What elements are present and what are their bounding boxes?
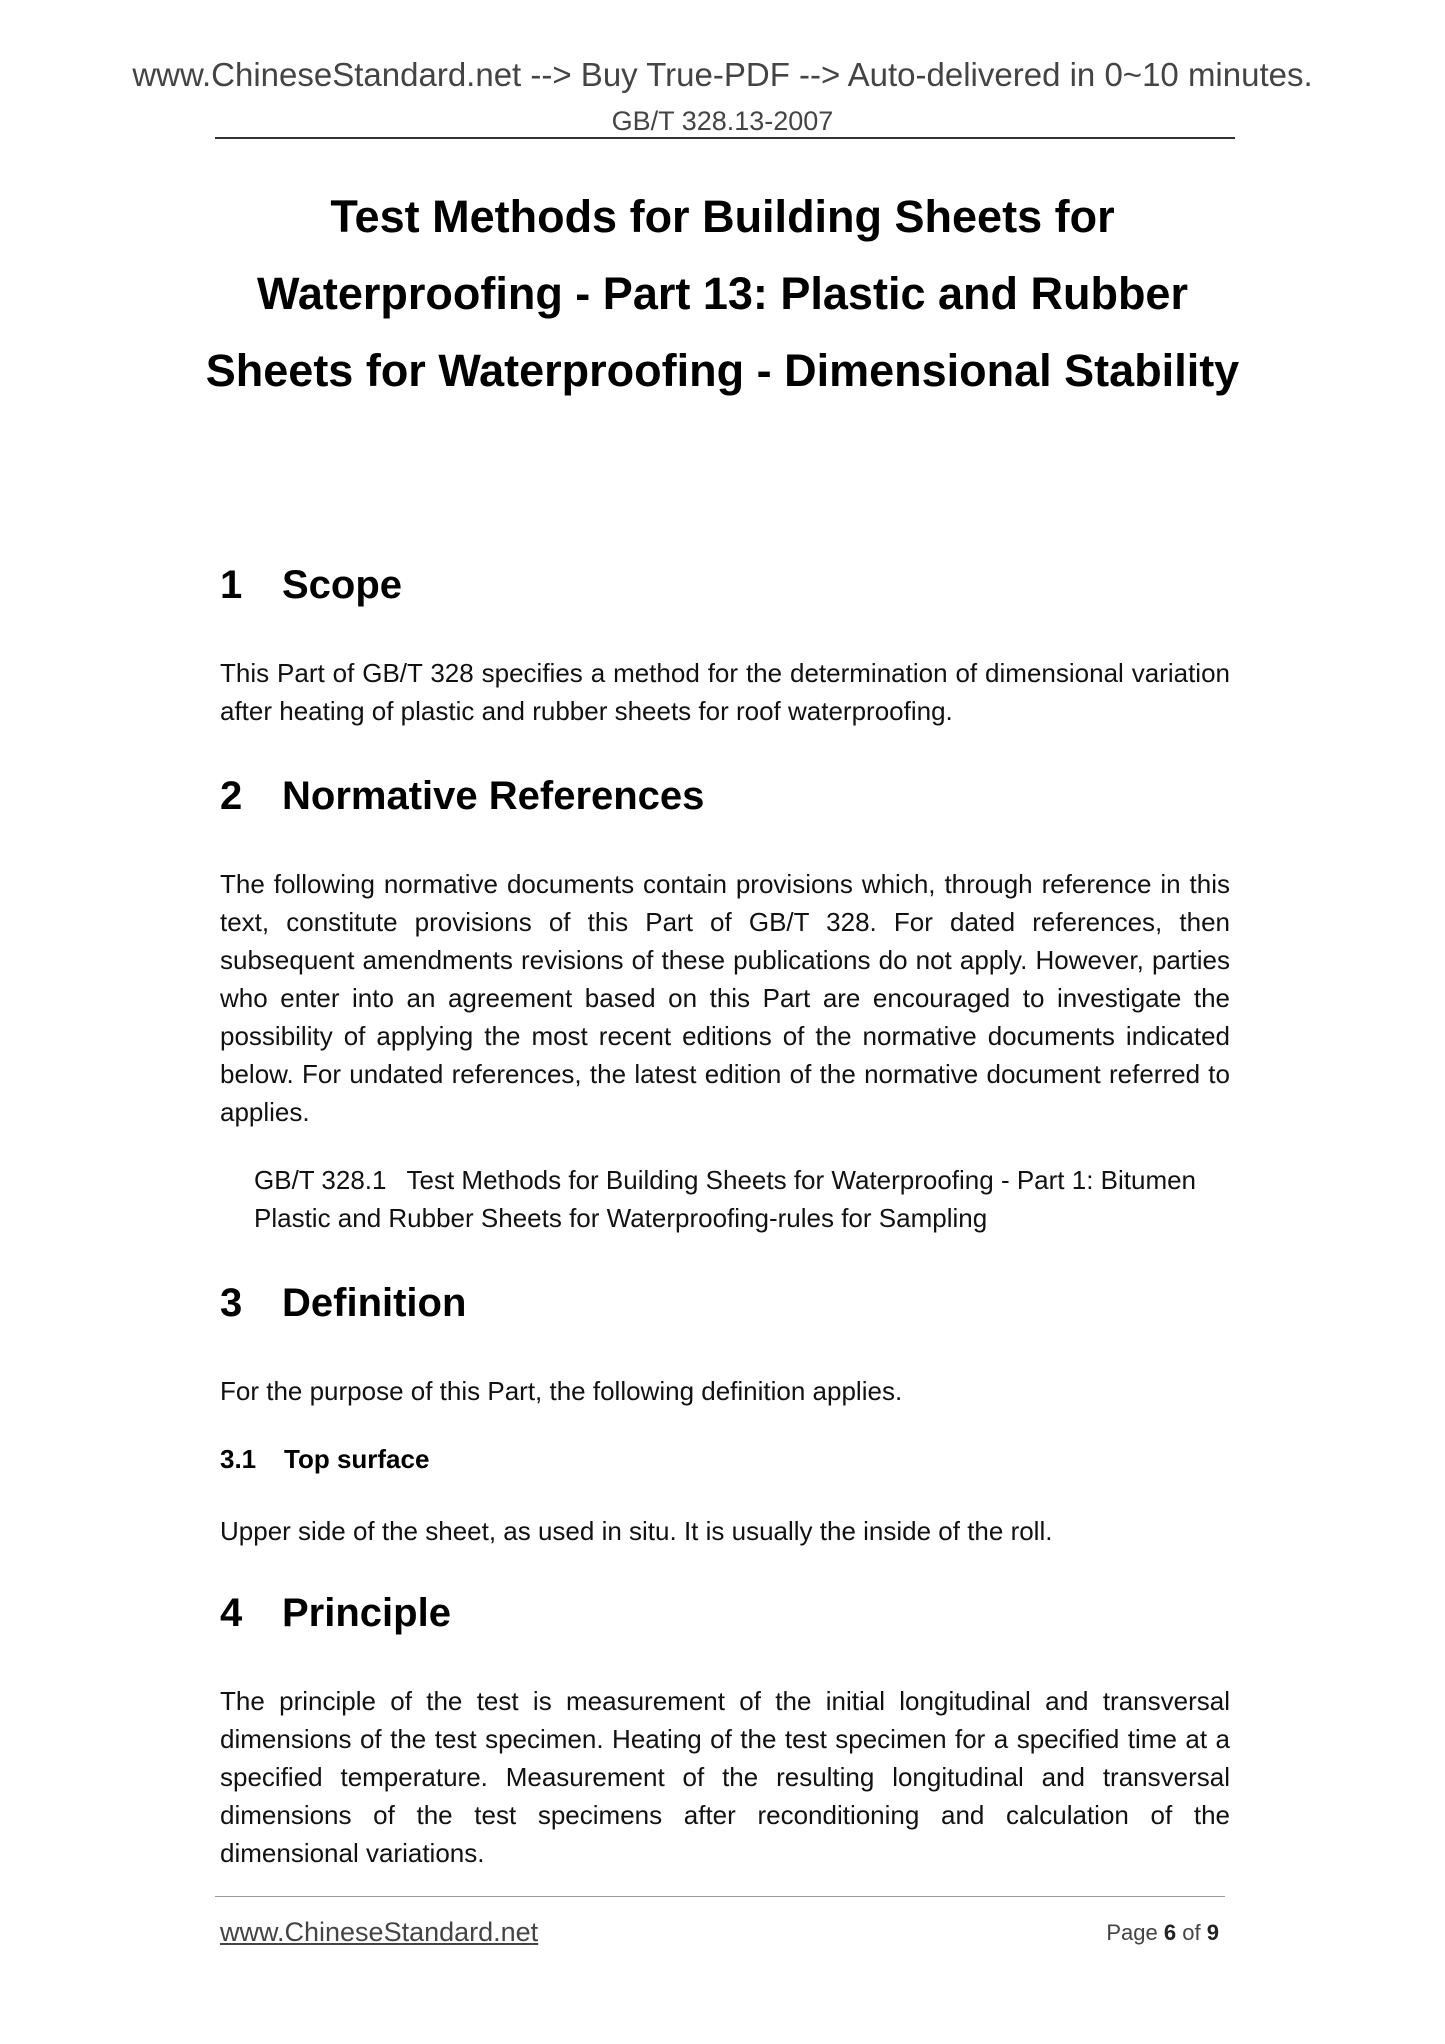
subsection-title: Top surface xyxy=(284,1444,430,1474)
section-heading-scope xyxy=(220,563,402,608)
section-number: 3 xyxy=(220,1281,243,1325)
section-heading-normative-references xyxy=(220,774,704,819)
section-title: Principle xyxy=(282,1591,451,1635)
section-title: Normative References xyxy=(282,774,705,818)
title-line-2: Waterproofing - Part 13: Plastic and Rubber xyxy=(257,268,1188,319)
normative-paragraph: The following normative documents contain provisions which, through reference in this text, constitute provisions of this Part of GB/T 328. For dated references, then subsequent amendments revisions of these publications do not apply. However, parties who enter into an agreement based on this Part are encouraged to investigate the possibility of applying the most recent editions of the normative documents indicated below. For undated references, the latest edition of the normative document referred to applies. xyxy=(220,869,1230,1127)
principle-paragraph: The principle of the test is measurement of the initial longitudinal and transversal dimensions of the test specimen. Heating of the test specimen for a specified time at a specified temperature. Measurement of the resulting longitudinal and transversal dimensions of the test specimens after reconditioning and calculation of the dimensional variations. xyxy=(220,1686,1230,1868)
top-banner: www.ChineseStandard.net --> Buy True-PDF --> Auto-delivered in 0~10 minutes. xyxy=(132,56,1313,93)
title-line-1: Test Methods for Building Sheets for xyxy=(330,191,1115,242)
document-code: GB/T 328.13-2007 xyxy=(611,106,834,136)
section-title: Scope xyxy=(282,563,403,607)
header-rule xyxy=(215,137,1235,139)
page-current: 6 xyxy=(1163,1920,1177,1945)
section-number: 4 xyxy=(220,1591,243,1635)
normative-reference-entry xyxy=(254,1161,1230,1237)
section-heading-principle xyxy=(220,1591,451,1636)
section-title: Definition xyxy=(282,1281,467,1325)
section-number: 1 xyxy=(220,563,243,607)
page-label: Page xyxy=(1106,1920,1158,1945)
subsection-heading-top-surface xyxy=(220,1444,429,1475)
definition-paragraph: For the purpose of this Part, the following definition applies. xyxy=(220,1376,903,1406)
document-title xyxy=(180,178,1265,409)
reference-code: GB/T 328.1 xyxy=(254,1165,387,1195)
top-surface-paragraph: Upper side of the sheet, as used in situ. It is usually the inside of the roll. xyxy=(220,1516,1053,1546)
page-indicator xyxy=(1106,1920,1219,1946)
page-total: 9 xyxy=(1206,1920,1219,1945)
footer-rule xyxy=(215,1896,1225,1897)
footer-website-link[interactable]: www.ChineseStandard.net xyxy=(220,1917,539,1947)
scope-paragraph: This Part of GB/T 328 specifies a method for the determination of dimensional variation after heating of plastic and rubber sheets for roof waterproofing. xyxy=(220,658,1230,726)
section-heading-definition xyxy=(220,1281,466,1326)
section-number: 2 xyxy=(220,774,243,818)
title-line-3: Sheets for Waterproofing - Dimensional Stability xyxy=(205,345,1240,396)
reference-title: Test Methods for Building Sheets for Waterproofing - Part 1: Bitumen Plastic and Rubber Sheets for Waterproofing-rules for Sampling xyxy=(254,1165,1197,1233)
subsection-number: 3.1 xyxy=(220,1444,257,1474)
page-of: of xyxy=(1182,1920,1201,1945)
